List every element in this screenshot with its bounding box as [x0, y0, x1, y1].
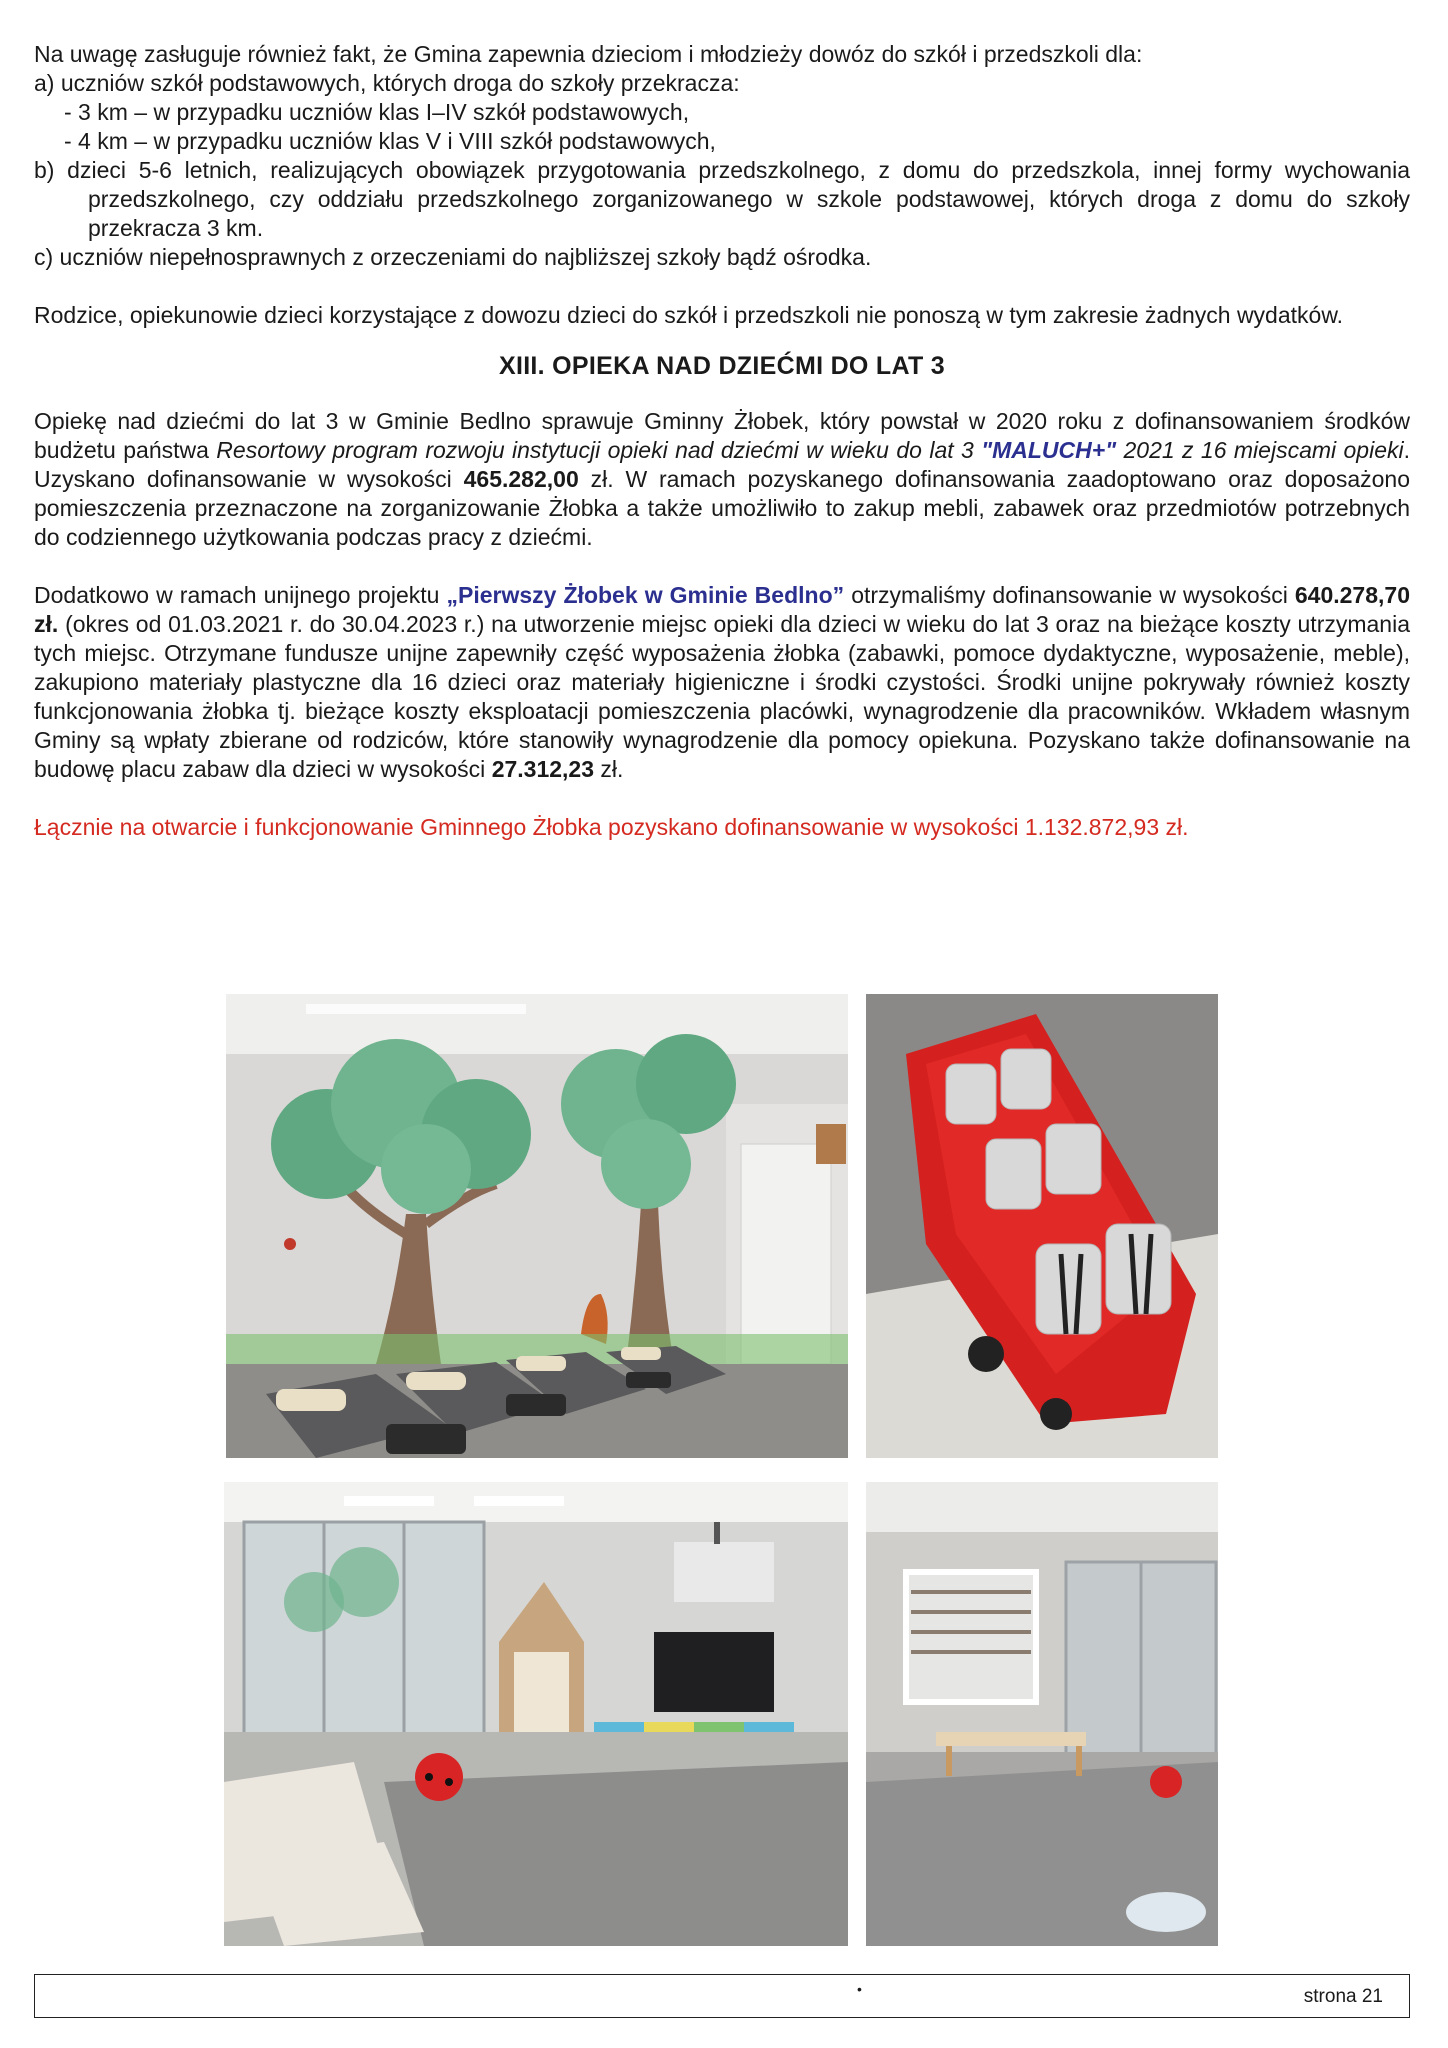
transport-item-a: a) uczniów szkół podstawowych, których droga do szkoły przekracza: — [34, 70, 740, 96]
page-footer — [34, 1974, 1410, 2018]
section-heading: XIII. OPIEKA NAD DZIEĆMI DO LAT 3 — [498, 352, 946, 380]
paragraph-eu-project: Dodatkowo w ramach unijnego projektu „Pierwszy Żłobek w Gminie Bedlno” otrzymaliśmy dofinansowanie w wysokości 640.278,70 zł. (okres od 01.03.2021 r. do 30.04.2023 r.) na utworzenie miejsc opieki dla dzieci w wieku do lat 3 oraz na bieżące koszty utrzymania tych miejsc. Otrzymane fundusze unijne zapewniły część wyposażenia żłobka (zabawki, pomoce dydaktyczne, wyposażenie, meble), zakupiono materiały plastyczne dla 16 dzieci oraz materiały higieniczne i środki czystości. Środki unijne pokrywały również koszty funkcjonowania żłobka tj. bieżące koszty eksploatacji pomieszczenia placówki, wynagrodzenie dla pracowników. Wkładem własnym Gminy są wpłaty zbierane od rodziców, które stanowiły wynagrodzenie dla pomocy opiekuna. Pozyskano także dofinansowanie na budowę placu zabaw dla dzieci w wysokości 27.312,23 zł. — [34, 582, 1410, 782]
transport-intro: Na uwagę zasługuje również fakt, że Gmina zapewnia dzieciom i młodzieży dowóz do szkół i przedszkoli dla: — [34, 41, 1143, 67]
amount-27: 27.312,23 — [491, 756, 595, 782]
photo-room-windows — [866, 1482, 1218, 1946]
document-body — [34, 40, 1410, 842]
parents-note: Rodzice, opiekunowie dzieci korzystające z dowozu dzieci do szkół i przedszkoli nie ponoszą w tym zakresie żadnych wydatków. — [34, 302, 1344, 328]
amount-465: 465.282,00 — [463, 466, 579, 492]
transport-item-c: c) uczniów niepełnosprawnych z orzeczeniami do najbliższej szkoły bądź ośrodka. — [34, 244, 872, 270]
transport-item-a1: - 3 km – w przypadku uczniów klas I–IV szkół podstawowych, — [64, 99, 690, 125]
program-name: "MALUCH+" — [981, 437, 1117, 463]
photo-play-room — [224, 1482, 848, 1946]
page-number: strona 21 — [1303, 1986, 1383, 2007]
project-name: „Pierwszy Żłobek w Gminie Bedlno” — [446, 582, 845, 608]
photo-red-stroller — [866, 994, 1218, 1458]
photo-sleeping-room — [226, 994, 848, 1458]
amount-640: 640.278,70 zł. — [34, 582, 1410, 637]
transport-item-a2: - 4 km – w przypadku uczniów klas V i VIII szkół podstawowych, — [64, 128, 716, 154]
paragraph-nursery: Opiekę nad dziećmi do lat 3 w Gminie Bedlno sprawuje Gminny Żłobek, który powstał w 2020 roku z dofinansowaniem środków budżetu państwa Resortowy program rozwoju instytucji opieki nad dziećmi w wieku do lat 3 "MALUCH+" 2021 z 16 miejscami opieki. Uzyskano dofinansowanie w wysokości 465.282,00 zł. W ramach pozyskanego dofinansowania zaadoptowano oraz doposażono pomieszczenia przeznaczone na zorganizowanie Żłobka a także umożliwiło to zakup mebli, zabawek oraz przedmiotów potrzebnych do codziennego użytkowania podczas pracy z dziećmi. — [34, 408, 1410, 550]
footer-dot: • — [857, 1981, 862, 1997]
total-funding: Łącznie na otwarcie i funkcjonowanie Gminnego Żłobka pozyskano dofinansowanie w wysokości 1.132.872,93 zł. — [34, 814, 1189, 840]
transport-item-b: b) dzieci 5-6 letnich, realizujących obowiązek przygotowania przedszkolnego, z domu do przedszkola, innej formy wychowania przedszkolnego, czy oddziału przedszkolnego zorganizowanego w szkole podstawowej, których droga z domu do szkoły przekracza 3 km. — [34, 157, 1410, 241]
